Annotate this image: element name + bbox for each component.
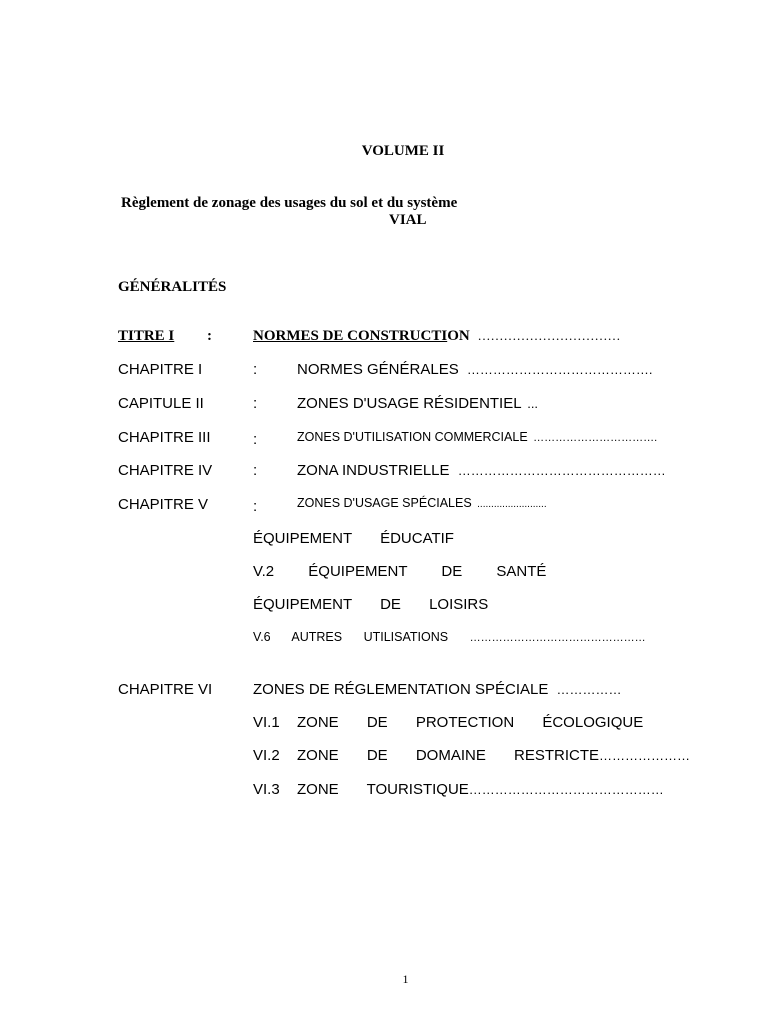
toc-dots-chapitre-vi: ……………: [556, 682, 622, 697]
toc-sub-equipement-sante: V.2 ÉQUIPEMENT DE SANTÉ: [253, 563, 547, 580]
toc-entry-chapitre-iii: [297, 430, 657, 444]
titre-i-text: [253, 328, 620, 345]
page-number: 1: [402, 972, 409, 986]
toc-text-capitule-ii: ZONES D'USAGE RÉSIDENTIEL: [297, 395, 522, 412]
toc-label-chapitre-v: CHAPITRE V: [118, 496, 209, 513]
toc-label-chapitre-vi: CHAPITRE VI: [118, 681, 213, 698]
toc-text-chapitre-v: ZONES D'USAGE SPÉCIALES: [297, 496, 472, 510]
toc-sub-autres-utilisations: [253, 630, 646, 644]
titre-i-label: TITRE I: [118, 328, 175, 344]
toc-sub-autres-utilisations-text: V.6 AUTRES UTILISATIONS: [253, 630, 449, 644]
toc-label-chapitre-i: CHAPITRE I: [118, 361, 203, 378]
toc-text-vi-2: ZONE DE DOMAINE RESTRICTE: [297, 747, 600, 764]
toc-dots-chapitre-iii: …………………………….: [533, 432, 658, 444]
toc-text-vi-1: ZONE DE PROTECTION ÉCOLOGIQUE: [297, 714, 644, 731]
titre-i-text-underlined: NORMES DE CONSTRUCTI: [253, 328, 448, 344]
toc-label-capitule-ii: CAPITULE II: [118, 395, 204, 412]
toc-num-vi-3: VI.3: [253, 781, 280, 798]
toc-sub-equipement-loisirs: ÉQUIPEMENT DE LOISIRS: [253, 596, 489, 613]
toc-entry-capitule-ii: [297, 395, 538, 412]
toc-text-chapitre-iii: ZONES D'UTILISATION COMMERCIALE: [297, 430, 528, 444]
toc-dots-chapitre-iv: …………………………………………: [457, 463, 666, 478]
toc-sub-autres-utilisations-dots: …………………………………………: [469, 632, 646, 644]
toc-entry-vi-3: [297, 781, 664, 798]
toc-entry-chapitre-i: [297, 361, 653, 378]
toc-num-vi-1: VI.1: [253, 714, 280, 731]
toc-dots-vi-3: ………………………………………: [468, 782, 664, 797]
titre-i-dots: ……………………………: [477, 328, 621, 343]
toc-entry-chapitre-iv: [297, 462, 666, 479]
toc-text-chapitre-iv: ZONA INDUSTRIELLE: [297, 462, 450, 479]
toc-sep-capitule-ii: :: [253, 395, 258, 412]
toc-sub-equipement-educatif: ÉQUIPEMENT ÉDUCATIF: [253, 530, 454, 547]
volume-title: VOLUME II: [361, 143, 445, 159]
document-title-line-1: Règlement de zonage des usages du sol et du système: [121, 195, 458, 211]
toc-sep-chapitre-v: :: [253, 498, 258, 515]
titre-i-text-rest: ON: [447, 328, 470, 344]
toc-sep-chapitre-iii: :: [253, 431, 258, 448]
toc-entry-vi-2: [297, 747, 690, 764]
toc-label-chapitre-iii: CHAPITRE III: [118, 429, 211, 446]
document-title-line-2: VIAL: [389, 212, 427, 228]
toc-text-vi-3: ZONE TOURISTIQUE: [297, 781, 469, 798]
toc-label-chapitre-iv: CHAPITRE IV: [118, 462, 213, 479]
section-heading-generalites: GÉNÉRALITÉS: [118, 279, 227, 295]
toc-num-vi-2: VI.2: [253, 747, 280, 764]
toc-text-chapitre-i: NORMES GÉNÉRALES: [297, 361, 459, 378]
titre-i-separator: :: [207, 328, 212, 344]
toc-sep-chapitre-i: :: [253, 361, 258, 378]
toc-text-chapitre-vi: ZONES DE RÉGLEMENTATION SPÉCIALE: [253, 681, 549, 698]
toc-dots-vi-2: …………………: [599, 748, 691, 763]
toc-dots-chapitre-v: .........................: [477, 499, 547, 510]
toc-entry-chapitre-vi: [253, 681, 622, 698]
toc-sep-chapitre-iv: :: [253, 462, 258, 479]
toc-dots-chapitre-i: …………………………………….: [466, 362, 653, 377]
toc-entry-chapitre-v: [297, 496, 547, 510]
toc-dots-capitule-ii: ...: [527, 396, 539, 411]
